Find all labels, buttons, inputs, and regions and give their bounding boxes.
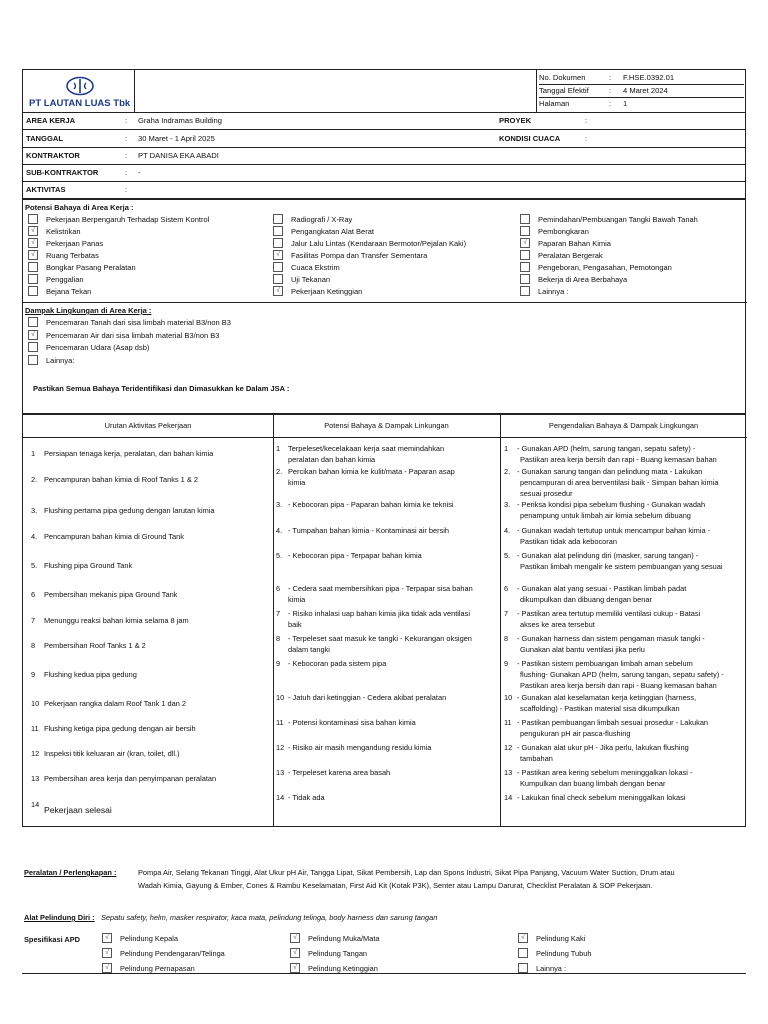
hazard-number: 4. [276,526,283,535]
checkbox-icon[interactable] [520,226,530,236]
checkbox-icon[interactable] [28,286,38,296]
contractor-label: KONTRAKTOR [26,151,80,160]
col-header-controls: Pengendalian Bahaya & Dampak Lingkungan [548,421,699,430]
column-divider [273,415,274,826]
checked-checkbox-icon[interactable]: √ [290,933,300,943]
checked-checkbox-icon[interactable]: √ [102,963,112,973]
control-text: akses ke area tersebut [520,620,595,629]
hazard-label: Pekerjaan Berpengaruh Terhadap Sistem Kontrol [46,215,210,224]
checked-checkbox-icon[interactable]: √ [520,238,530,248]
hazard-text: - Potensi kontaminasi sisa bahan kimia [288,718,416,727]
colon: : [125,185,128,194]
area-value[interactable]: Graha Indramas Building [138,116,222,125]
activity-label: AKTIVITAS [26,185,66,194]
checkbox-icon[interactable] [273,274,283,284]
hazard-text: - Cedera saat membersihkan pipa - Terpapar sisa bahan [288,584,473,593]
control-number: 3. [504,500,511,509]
activity-number: 7 [31,616,36,625]
company-logo-icon [65,76,95,96]
checkbox-icon[interactable] [273,238,283,248]
activity-text: Pencampuran bahan kimia di Ground Tank [44,532,184,541]
control-text: - Gunakan sarung tangan dan pelindung mata - Lakukan [517,467,703,476]
colon: : [609,99,612,108]
hazard-item [28,214,209,225]
checkbox-icon[interactable] [518,948,528,958]
apd-item [518,933,585,944]
hazard-number: 9 [276,659,281,668]
hazard-item [520,214,698,225]
control-text: - Gunakan alat ukur pH - Jika perlu, lakukan flushing [517,743,689,752]
effective-date-row [539,84,744,98]
environment-label: Lainnya: [46,355,75,365]
colon: : [125,151,128,160]
form-header [22,69,746,113]
environment-label: Pencemaran Tanah dari sisa limbah material B3/non B3 [46,318,231,327]
checked-checkbox-icon[interactable]: √ [273,286,283,296]
control-text: - Pastikan pembuangan limbah sesuai prosedur - Lakukan [517,718,709,727]
activity-number: 6 [31,590,36,599]
hazard-number: 12 [276,743,285,752]
hazard-number: 11 [276,718,284,727]
activity-number: 5. [31,561,38,570]
hazard-text: - Terpeleset saat masuk ke tangki - Kekurangan oksigen [288,634,472,643]
checked-checkbox-icon[interactable]: √ [290,963,300,973]
hazard-label: Uji Tekanan [291,275,331,284]
checked-checkbox-icon[interactable]: √ [102,933,112,943]
control-text: - Gunakan alat keselamatan kerja ketinggian (harness, [517,693,697,702]
hazard-text: - Jatuh dari ketinggian - Cedera akibat peralatan [288,693,447,702]
checkbox-icon[interactable] [520,286,530,296]
page-value: 1 [623,99,628,108]
footer-section [22,827,746,975]
activity-number: 11 [31,724,39,733]
checked-checkbox-icon[interactable]: √ [290,948,300,958]
hazard-text: Terpeleset/kecelakaan kerja saat memindahkan [288,444,445,453]
area-label: AREA KERJA [26,116,76,125]
area-row [23,113,745,130]
hazard-number: 5. [276,551,283,560]
activity-text: Pembersihan Roof Tanks 1 & 2 [44,641,146,650]
control-text: - Pastikan sistem pembuangan limbah aman sebelum [517,659,693,668]
column-divider [500,415,501,826]
hazard-item [520,250,603,261]
environment-label: Pencemaran Air dari sisa limbah material B3/non B3 [46,330,220,340]
apd-label: Pelindung Muka/Mata [308,934,380,943]
apd-item [518,948,591,959]
checked-checkbox-icon[interactable]: √ [518,933,528,943]
checkbox-icon[interactable] [28,262,38,272]
hazard-item [520,286,568,297]
hazard-text-cont: baik [288,620,302,629]
hazard-label: Bongkar Pasang Peralatan [46,263,136,272]
doc-number-label: No. Dokumen [539,73,586,82]
col-header-activities: Urutan Aktivitas Pekerjaan [104,421,192,430]
logo-cell [23,70,135,112]
checkbox-icon[interactable] [273,214,283,224]
page-label: Halaman [539,99,570,108]
hazard-label: Pengangkatan Alat Berat [291,227,374,236]
hazard-number: 13 [276,768,285,777]
checkbox-icon[interactable] [28,317,38,327]
title-cell [135,70,537,112]
activity-text: Flushing pertama pipa gedung dengan larutan kimia [44,506,215,515]
hazard-item [273,226,374,237]
environment-item [28,355,74,366]
control-number: 2. [504,467,511,476]
checked-checkbox-icon[interactable]: √ [28,238,38,248]
activity-row [23,182,745,198]
hazard-label: Penggalian [46,275,84,284]
hazard-section [22,199,746,414]
apd-label: Pelindung Kaki [536,934,586,943]
control-text: pencampuran di area berventilasi baik - Simpan bahan kimia [520,478,719,487]
date-value[interactable]: 30 Maret - 1 April 2025 [138,134,215,143]
equipment-line-1: Pompa Air, Selang Tekanan Tinggi, Alat Ukur pH Air, Tangga Lipat, Sikat Pembersih, Lap dan Spons Industri, Sikat Pipa Panjang, Vacuum Water Suction, Drum atau [138,868,675,877]
activity-number: 13 [31,774,40,783]
hazard-number: 8 [276,634,281,643]
hazard-item [520,226,589,237]
apd-item [102,933,178,944]
activity-text: Menunggu reaksi bahan kimia selama 8 jam [44,616,189,625]
control-number: 4. [504,526,511,535]
control-text: - Gunakan APD (helm, sarung tangan, sepatu safety) - [517,444,696,453]
hazard-item [28,274,84,285]
hazard-label: Peralatan Bergerak [538,251,603,260]
control-text: dikumpulkan dan dibuang dengan benar [520,595,652,604]
activity-text: Pembersihan mekanis pipa Ground Tank [44,590,178,599]
activity-number: 3. [31,506,38,515]
environment-title: Dampak Lingkungan di Area Kerja : [25,306,152,315]
checkbox-icon[interactable] [28,214,38,224]
control-number: 12 [504,743,513,752]
hazard-label: Jalur Lalu Lintas (Kendaraan Bermotor/Pejalan Kaki) [291,239,467,248]
control-text: flushing- Gunakan APD (helm, sarung tangan, sepatu safety) - [520,670,724,679]
control-text: - Gunakan harness dan sistem pengaman masuk tangki - [517,634,705,643]
doc-number-value: F.HSE.0392.01 [623,73,675,82]
hazard-number: 7 [276,609,281,618]
hazard-label: Bejana Tekan [46,287,92,296]
weather-label: KONDISI CUACA [499,134,561,143]
checkbox-icon[interactable] [520,262,530,272]
control-text: - Lakukan final check sebelum meninggalkan lokasi [517,793,686,802]
apd-label: Pelindung Ketinggian [308,964,378,973]
hazard-text-cont: peralatan dan bahan kimia [288,455,376,464]
hazard-number: 1 [276,444,281,453]
hazard-text-cont: kimia [288,595,306,604]
control-number: 1 [504,444,509,453]
hazard-label: Kelistrikan [46,227,81,236]
col-header-hazards: Potensi Bahaya & Dampak Linkungan [324,421,449,430]
control-number: 8 [504,634,509,643]
environment-item [28,342,149,353]
activity-number: 8 [31,641,36,650]
hazard-label: Cuaca Ekstrim [291,263,340,272]
control-number: 5. [504,551,511,560]
hazard-item [273,286,362,297]
hazard-item [28,250,99,261]
hazard-number: 2. [276,467,283,476]
activity-number: 2. [31,475,38,484]
control-number: 14 [504,793,513,802]
hazard-text: - Tidak ada [288,793,325,802]
control-text: Kumpulkan dan buang limbah dengan benar [520,779,666,788]
hazard-text: - Tumpahan bahan kimia - Kontaminasi air bersih [288,526,450,535]
hazard-item [520,238,611,249]
activity-text: Flushing kedua pipa gedung [44,670,137,679]
checkbox-icon[interactable] [518,963,528,973]
jsa-table-header [23,415,747,438]
date-row [23,130,745,148]
hazard-text: - Kebocoran pipa - Terpapar bahan kimia [288,551,422,560]
checked-checkbox-icon[interactable]: √ [28,226,38,236]
hazard-item [520,274,627,285]
control-text: - Pastikan area tertutup memiliki ventilasi cukup - Batasi [517,609,701,618]
form-page [22,69,746,975]
hazard-label: Radiografi / X-Ray [291,215,353,224]
environment-label: Pencemaran Udara (Asap dsb) [46,343,150,352]
control-text: - Gunakan wadah tertutup untuk mencampur bahan kimia - [517,526,711,535]
environment-item [28,317,231,328]
hazard-text: - Terpeleset karena area basah [288,768,391,777]
checkbox-icon[interactable] [28,274,38,284]
hazard-title: Potensi Bahaya di Area Kerja : [25,203,134,212]
control-text: Pastikan area kerja bersih dan rapi - Buang kemasan bahan [520,681,717,690]
hazard-text-cont: dalam tangki [288,645,330,654]
apd-label: Pelindung Tangan [308,949,368,958]
checked-checkbox-icon[interactable]: √ [28,330,38,340]
control-text: Gunakan alat bantu ventilasi jika perlu [520,645,645,654]
control-text: penampung untuk limbah air kimia sebelum dibuang [520,511,691,520]
hazard-text: - Kebocoran pada sistem pipa [288,659,387,668]
control-text: pengukuran pH air pasca-flushing [520,729,631,738]
control-text: Pastikan tidak ada kebocoran [520,537,617,546]
company-name: PT LAUTAN LUAS Tbk [29,98,131,109]
hazard-label: Lainnya : [538,287,569,296]
control-number: 9 [504,659,509,668]
checkbox-icon[interactable] [28,355,38,365]
activity-text: Pekerjaan rangka dalam Roof Tank 1 dan 2 [44,699,187,708]
equipment-line-2: Wadah Kimia, Gayung & Ember, Cones & Rambu Keselamatan, First Aid Kit (Kotak P3K), Senter atau Lampu Darurat, Checklist Peralatan & SOP Pekerjaan. [138,881,653,890]
activity-text: Inspeksi titik keluaran air (kran, toilet, dll.) [44,749,180,758]
apd-label: Alat Pelindung Diri : [24,913,95,922]
project-label: PROYEK [499,116,532,125]
colon: : [585,134,588,143]
hazard-label: Pemindahan/Pembuangan Tangki Bawah Tanah [538,215,698,224]
hazard-label: Pengeboran, Pengasahan, Pemotongan [538,263,672,272]
effective-date-label: Tanggal Efektif [539,86,589,95]
control-text: scaffolding) - Pastikan material sisa dikumpulkan [520,704,680,713]
jsa-table [22,414,746,827]
control-text: - Pastikan area kering sebelum meninggalkan lokasi - [517,768,693,777]
control-text: sesuai prosedur [520,489,573,498]
hazard-item [520,262,672,273]
hazard-item [273,214,352,225]
hazard-item [28,238,103,249]
checked-checkbox-icon[interactable]: √ [273,250,283,260]
control-text: - Gunakan alat yang sesuai - Pastikan limbah padat [517,584,687,593]
control-number: 13 [504,768,513,777]
subcontractor-label: SUB-KONTRAKTOR [26,168,99,177]
colon: : [125,134,128,143]
activity-text: Pencampuran bahan kimia di Roof Tanks 1 & 2 [44,475,198,484]
activity-number: 1 [31,449,36,458]
checked-checkbox-icon[interactable]: √ [28,250,38,260]
control-text: Pastikan area kerja bersih dan rapi - Buang kemasan bahan [520,455,717,464]
activity-text: Pembersihan area kerja dan penyimpanan peralatan [44,774,217,783]
hazard-item [273,238,466,249]
hazard-text: - Kebocoran pipa - Paparan bahan kimia ke teknisi [288,500,454,509]
contractor-row [23,148,745,165]
hazard-text-cont: kimia [288,478,306,487]
divider [23,302,747,303]
checkbox-icon[interactable] [520,214,530,224]
activity-number: 10 [31,699,40,708]
hazard-item [273,274,330,285]
colon: : [585,116,588,125]
colon: : [125,116,128,125]
activity-number: 14 [31,800,40,809]
effective-date-value: 4 Maret 2024 [623,86,668,95]
document-info [537,70,746,112]
subcontractor-value[interactable]: - [138,168,141,177]
hazard-label: Paparan Bahan Kimia [538,239,611,248]
activity-text: Flushing pipa Ground Tank [44,561,133,570]
hazard-item [28,226,81,237]
hazard-item [28,286,91,297]
apd-item [290,933,380,944]
hazard-item [273,262,340,273]
apd-label: Pelindung Kepala [120,934,178,943]
apd-label: Lainnya : [536,964,566,973]
doc-number-row [539,71,744,85]
hazard-label: Fasilitas Pompa dan Transfer Sementara [291,251,428,260]
page-row [539,97,744,110]
control-number: 6 [504,584,509,593]
environment-item [28,330,219,341]
checkbox-icon[interactable] [273,226,283,236]
colon: : [125,168,128,177]
apd-item [102,948,225,959]
control-text: tambahan [520,754,553,763]
control-text: - Gunakan alat pelindung diri (masker, sarung tangan) - [517,551,699,560]
control-text: - Periksa kondisi pipa sebelum flushing - Gunakan wadah [517,500,706,509]
hazard-text: - Risiko inhalasi uap bahan kimia jika tidak ada ventilasi [288,609,470,618]
hazard-number: 14 [276,793,285,802]
activity-text: Persiapan tenaga kerja, peralatan, dan bahan kimia [44,449,214,458]
control-number: 11 [504,718,512,727]
hazard-label: Pekerjaan Panas [46,239,104,248]
activity-number: 9 [31,670,36,679]
apd-description: Sepatu safety, helm, masker respirator, kaca mata, pelindung telinga, body harness dan sarung tangan [101,913,438,922]
bottom-border [22,973,746,974]
date-label: TANGGAL [26,134,63,143]
hazard-label: Pekerjaan Ketinggian [291,287,363,296]
hazard-item [28,262,136,273]
colon: : [609,73,612,82]
control-number: 10 [504,693,513,702]
colon: : [609,86,612,95]
apd-label: Pelindung Tubuh [536,949,592,958]
activity-text: Pekerjaan selesai [44,805,112,815]
apd-label: Pelindung Pernapasan [120,964,195,973]
apd-item [290,948,367,959]
contractor-value[interactable]: PT DANISA EKA ABADI [138,151,219,160]
equipment-label: Peralatan / Perlengkapan : [24,868,117,877]
apd-label: Pelindung Pendengaran/Telinga [120,949,225,958]
hazard-number: 10 [276,693,285,702]
checkbox-icon[interactable] [28,342,38,352]
activity-number: 4. [31,532,38,541]
checkbox-icon[interactable] [520,250,530,260]
activity-number: 12 [31,749,40,758]
hazard-label: Pembongkaran [538,227,589,236]
subcontractor-row [23,165,745,182]
activity-text: Flushing ketiga pipa gedung dengan air bersih [44,724,196,733]
work-info [22,113,746,199]
hazard-text: - Risiko air masih mengandung residu kimia [288,743,432,752]
hazard-number: 3. [276,500,283,509]
apd-spec-label: Spesifikasi APD [24,935,80,944]
control-text: Pastikan limbah mengalir ke sistem pembuangan yang sesuai [520,562,723,571]
control-number: 7 [504,609,509,618]
hazard-label: Bekerja di Area Berbahaya [538,275,628,284]
hazard-label: Ruang Terbatas [46,251,99,260]
hazard-number: 6 [276,584,281,593]
hazard-item [273,250,427,261]
checkbox-icon[interactable] [520,274,530,284]
checkbox-icon[interactable] [273,262,283,272]
jsa-confirm-text: Pastikan Semua Bahaya Teridentifikasi dan Dimasukkan ke Dalam JSA : [33,384,290,393]
hazard-text: Percikan bahan kimia ke kulit/mata - Paparan asap [288,467,455,476]
checked-checkbox-icon[interactable]: √ [102,948,112,958]
